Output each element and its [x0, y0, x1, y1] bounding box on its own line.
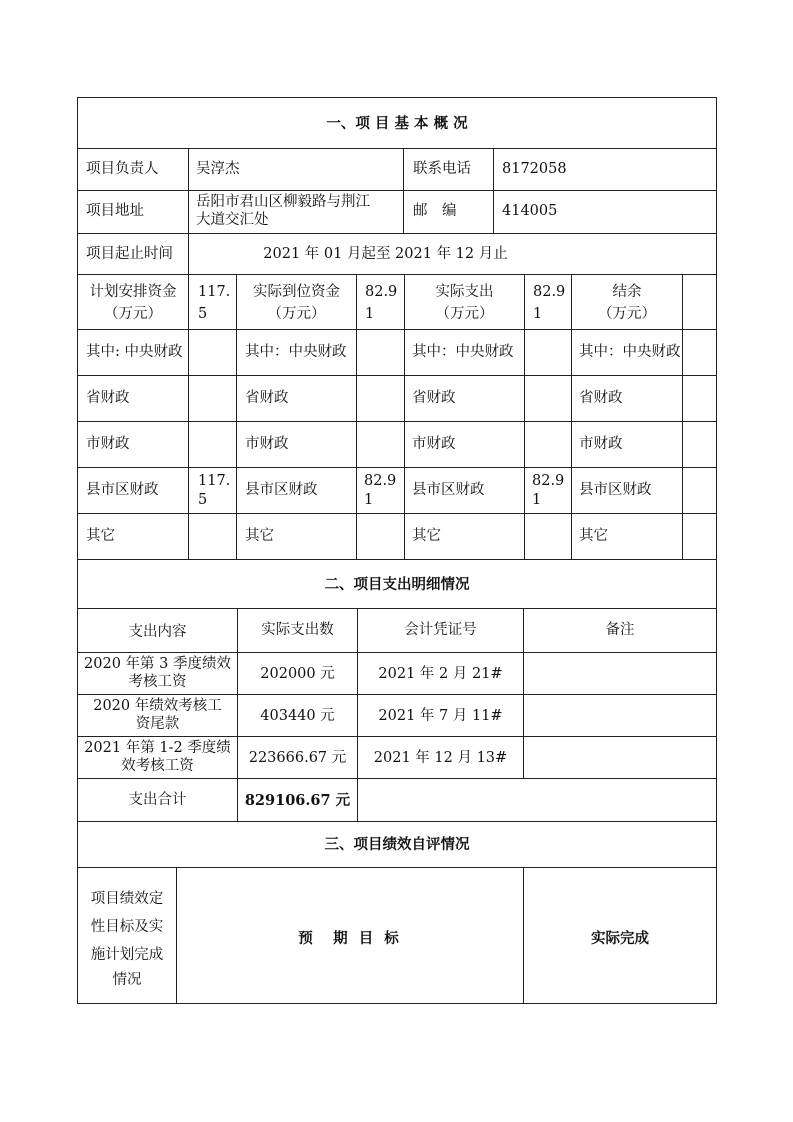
actual-funds-label: 实际到位资金 [253, 284, 340, 300]
rule [77, 1003, 717, 1004]
table-row-3-content-line-1: 2021 年第 1-2 季度绩 [84, 740, 231, 756]
rule [77, 190, 717, 191]
rule [77, 148, 717, 149]
rule [188, 148, 189, 559]
goal-label-line-2: 性目标及实 [90, 919, 164, 935]
county-label-4: 县市区财政 [579, 482, 652, 498]
province-label-3: 省财政 [412, 390, 456, 406]
table-row-3-content-line-2: 效考核工资 [121, 758, 194, 774]
county-label-3: 县市区财政 [412, 482, 485, 498]
county-label-1: 县市区财政 [86, 482, 159, 498]
rule [77, 467, 717, 468]
rule [77, 736, 717, 737]
table-row-2-content-line-1: 2020 年绩效考核工 [93, 698, 222, 714]
rule [493, 148, 494, 233]
rule [77, 867, 717, 868]
address-label: 项目地址 [86, 203, 144, 219]
planned-funds-label: 计划安排资金 [89, 284, 177, 300]
section-3-title: 三、项目绩效自评情况 [324, 836, 470, 853]
table-row-1-voucher: 2021 年 2 月 21# [378, 666, 503, 682]
city-label-1: 市财政 [86, 436, 130, 452]
rule [77, 233, 717, 234]
central-label-1: 其中: 中央财政 [86, 344, 183, 360]
county-label-2: 县市区财政 [245, 482, 318, 498]
county-actual-value-2: 1 [364, 492, 374, 508]
goal-label-line-3: 施计划完成 [90, 947, 164, 963]
table-row-2-content-line-2: 资尾款 [135, 716, 180, 732]
spent-unit: （万元） [435, 306, 494, 322]
central-label-3: 其中：中央财政 [412, 344, 514, 360]
table-row-2-voucher: 2021 年 7 月 11# [378, 708, 503, 724]
rule [77, 421, 717, 422]
planned-funds-value-2: 5 [198, 306, 208, 322]
actual-funds-unit: （万元） [267, 306, 326, 322]
rule [77, 97, 78, 1004]
province-label-2: 省财政 [245, 390, 289, 406]
expected-goal-header: 预 期 目 标 [298, 930, 402, 947]
table-row-3-amount: 223666.67 元 [248, 750, 347, 766]
rule [356, 274, 357, 559]
central-label-4: 其中：中央财政 [579, 344, 681, 360]
table-row-1-content-line-1: 2020 年第 3 季度绩效 [84, 656, 231, 672]
rule [77, 97, 717, 98]
rule [77, 821, 717, 822]
rule [524, 274, 525, 559]
province-label-1: 省财政 [86, 390, 130, 406]
planned-funds-value-1: 117. [198, 284, 231, 300]
actual-completion-header: 实际完成 [591, 930, 649, 947]
spent-value-2: 1 [533, 306, 543, 322]
actual-funds-value-2: 1 [365, 306, 375, 322]
rule [77, 274, 717, 275]
rule [77, 559, 717, 560]
rule [77, 513, 717, 514]
table-row-3-voucher: 2021 年 12 月 13# [373, 750, 508, 766]
county-actual-value-1: 82.9 [364, 473, 397, 489]
rule [682, 274, 683, 559]
city-label-2: 市财政 [245, 436, 289, 452]
actual-funds-value-1: 82.9 [365, 284, 398, 300]
rule [77, 608, 717, 609]
goal-label-line-4: 情况 [112, 972, 142, 988]
rule [77, 375, 717, 376]
section-1-title: 一、项 目 基 本 概 况 [326, 115, 468, 132]
total-value: 829106.67 元 [244, 792, 351, 809]
planned-funds-unit: （万元） [104, 306, 162, 322]
phone-value: 8172058 [502, 161, 567, 177]
header-content: 支出内容 [128, 624, 187, 640]
other-label-4: 其它 [579, 528, 608, 544]
goal-label-line-1: 项目绩效定 [90, 891, 164, 907]
address-line-2: 大道交汇处 [196, 212, 269, 228]
city-label-3: 市财政 [412, 436, 456, 452]
county-spent-value-2: 1 [532, 492, 542, 508]
rule [77, 652, 717, 653]
header-remarks: 备注 [605, 622, 635, 638]
total-label: 支出合计 [128, 792, 187, 808]
balance-unit: （万元） [598, 306, 656, 322]
balance-label: 结余 [612, 284, 642, 300]
rule [716, 97, 717, 1004]
other-label-1: 其它 [86, 528, 115, 544]
postcode-label: 邮 编 [413, 203, 457, 219]
central-label-2: 其中：中央财政 [245, 344, 347, 360]
period-label: 项目起止时间 [86, 246, 173, 262]
table-row-1-amount: 202000 元 [260, 666, 335, 682]
phone-label: 联系电话 [413, 161, 471, 177]
other-label-3: 其它 [412, 528, 441, 544]
address-line-1: 岳阳市君山区柳毅路与荆江 [196, 194, 370, 210]
postcode-value: 414005 [502, 203, 558, 219]
table-row-1-content-line-2: 考核工资 [128, 674, 187, 690]
city-label-4: 市财政 [579, 436, 623, 452]
rule [77, 694, 717, 695]
leader-label: 项目负责人 [86, 161, 159, 177]
table-row-2-amount: 403440 元 [260, 708, 335, 724]
spent-value-1: 82.9 [533, 284, 566, 300]
period-value: 2021 年 01 月起至 2021 年 12 月止 [263, 246, 508, 262]
rule [403, 148, 404, 233]
rule [77, 329, 717, 330]
county-spent-value-1: 82.9 [532, 473, 565, 489]
header-amount: 实际支出数 [261, 622, 334, 638]
county-plan-value-1: 117. [198, 473, 231, 489]
leader-value: 吴淳杰 [196, 161, 240, 177]
spent-label: 实际支出 [435, 284, 494, 300]
county-plan-value-2: 5 [198, 492, 208, 508]
other-label-2: 其它 [245, 528, 274, 544]
province-label-4: 省财政 [579, 390, 623, 406]
rule [77, 778, 717, 779]
header-voucher: 会计凭证号 [404, 622, 477, 638]
section-2-title: 二、项目支出明细情况 [324, 576, 470, 593]
